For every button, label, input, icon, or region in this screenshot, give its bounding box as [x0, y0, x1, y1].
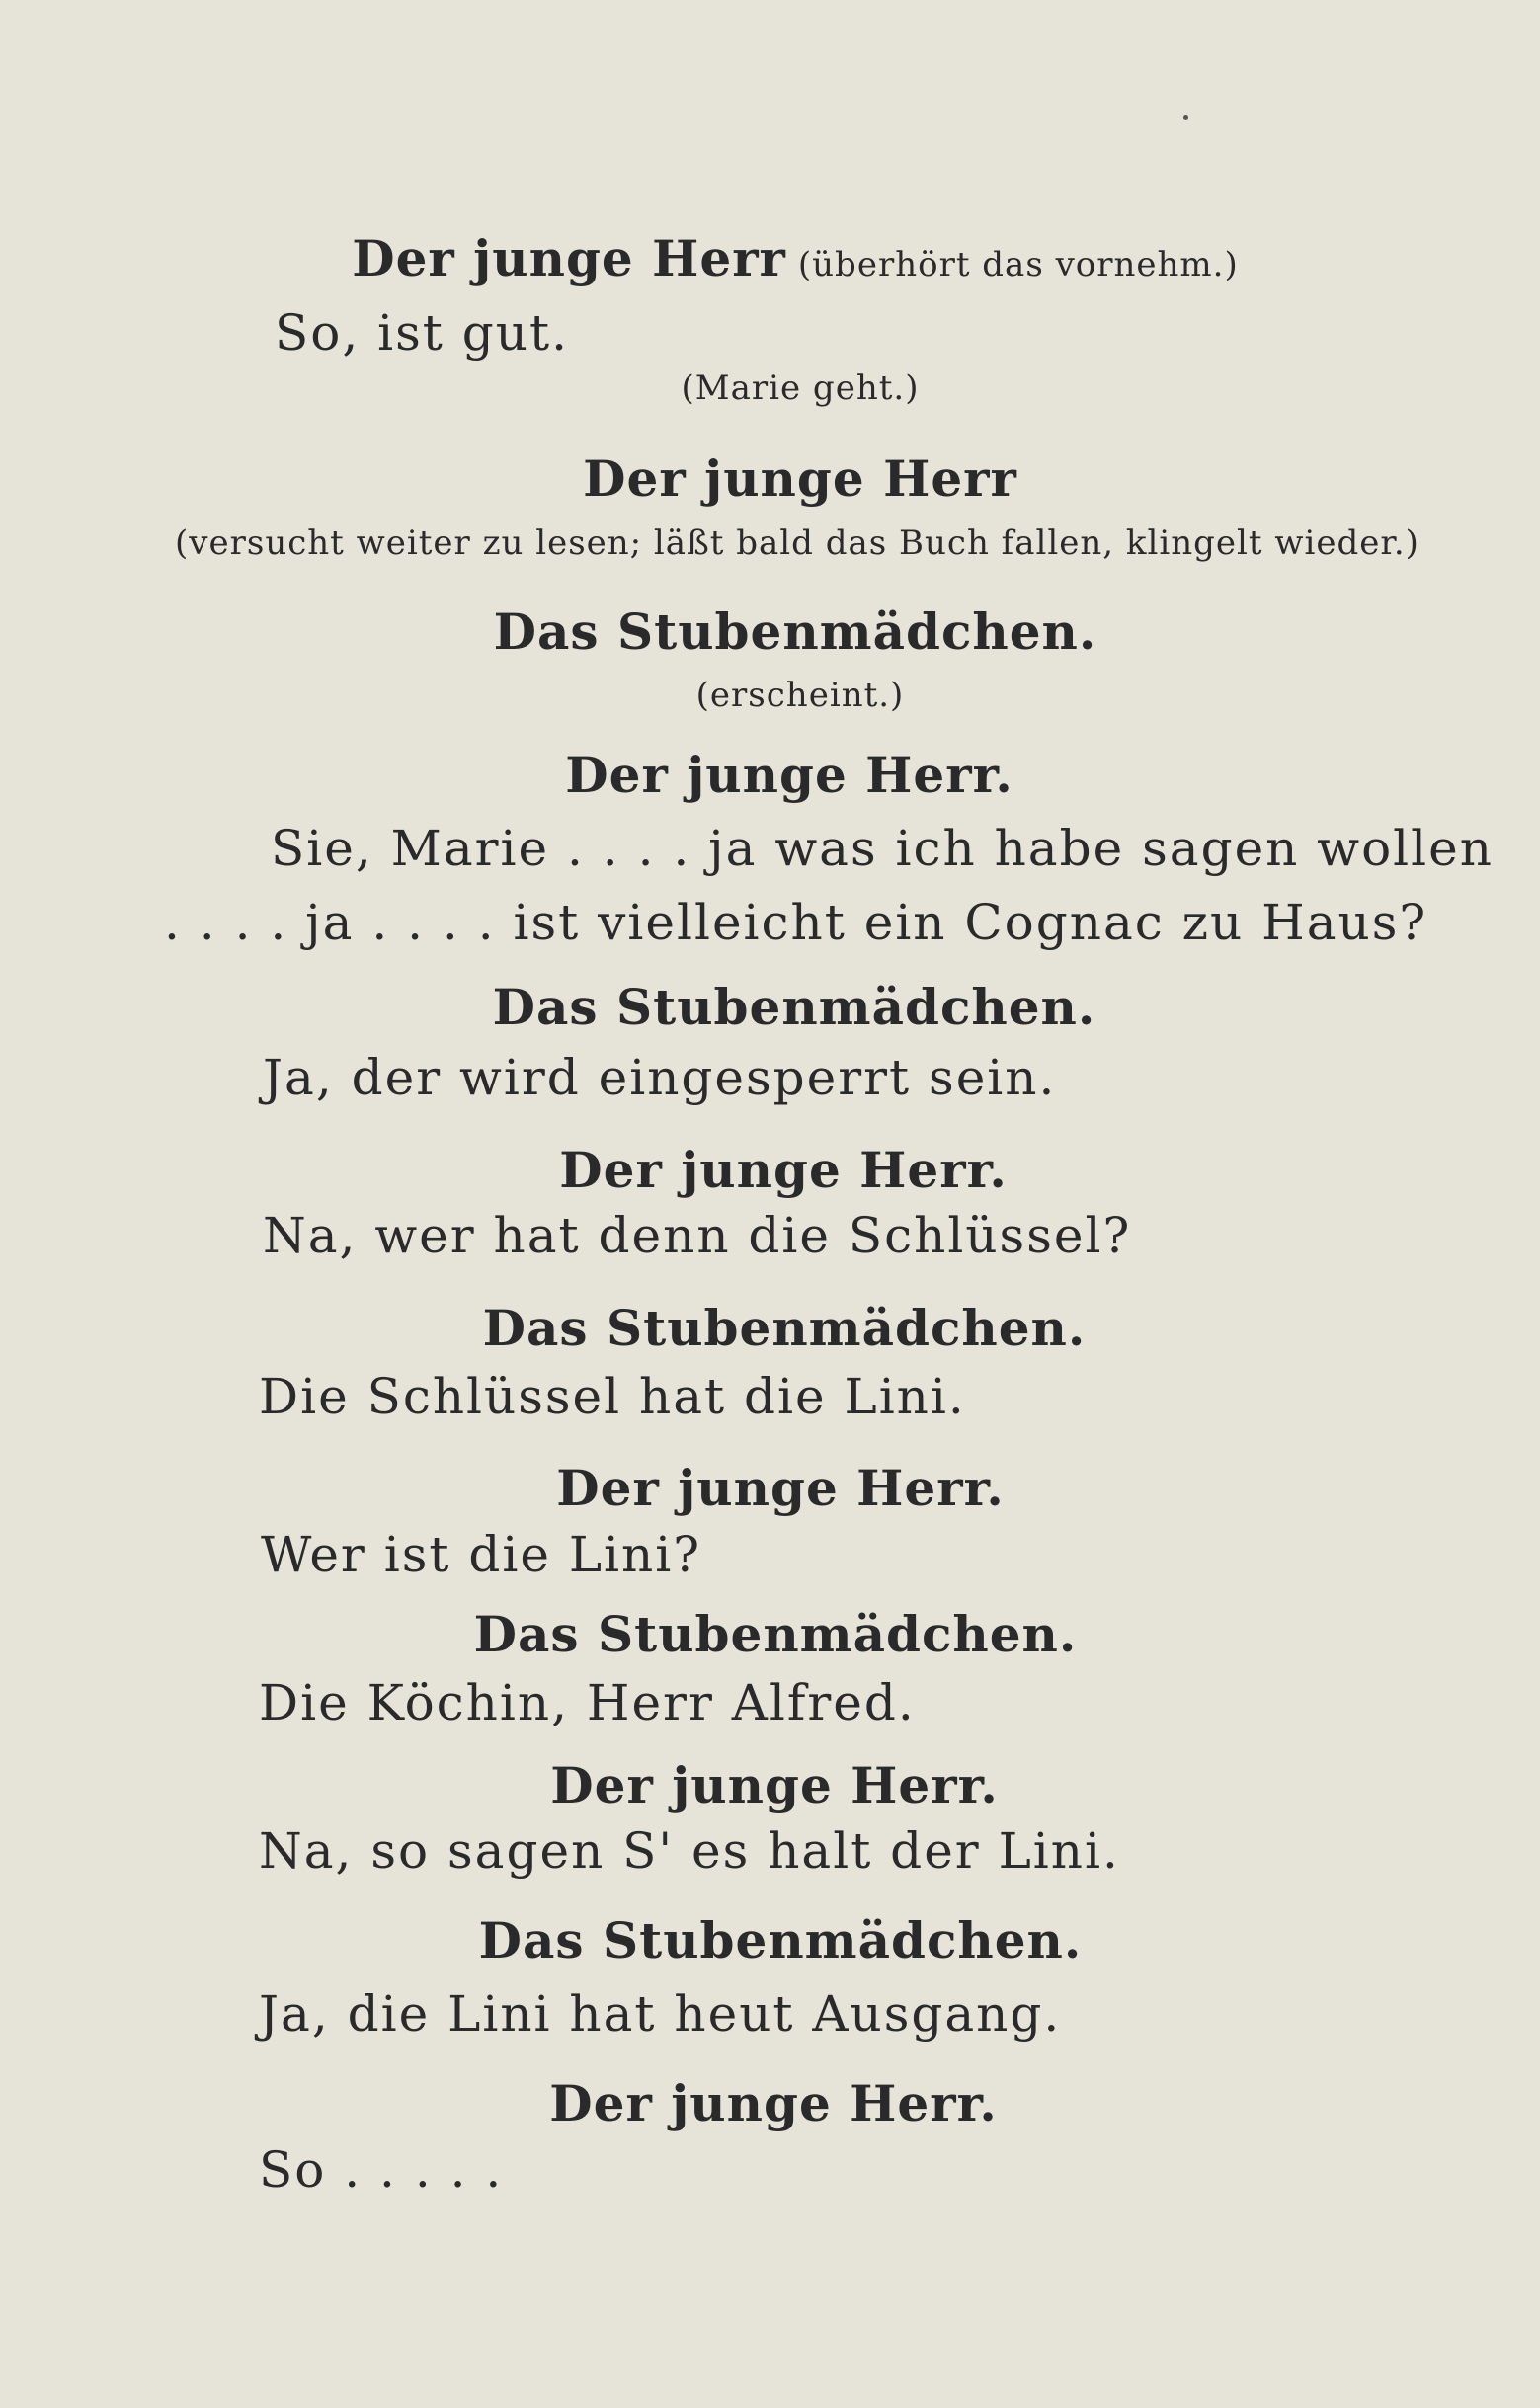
speaker-name: Der junge Herr: [583, 449, 1017, 508]
speech-line: Sie, Marie . . . . ja was ich habe sagen wollen: [271, 820, 1494, 877]
speaker-name: Das Stubenmädchen.: [492, 978, 1096, 1036]
speaker-name: Der junge Herr.: [565, 746, 1013, 804]
speaker-name: Der junge Herr.: [556, 1459, 1005, 1517]
speech-line: . . . . ja . . . . ist vielleicht ein Cognac zu Haus?: [164, 894, 1428, 951]
speech-line: Die Köchin, Herr Alfred.: [259, 1674, 916, 1731]
speech-line: Ja, der wird eingesperrt sein.: [263, 1049, 1057, 1106]
speaker-name: Der junge Herr.: [550, 1756, 999, 1814]
stage-direction: (versucht weiter zu lesen; läßt bald das Buch fallen, klingelt wieder.): [175, 523, 1419, 563]
speaker-label: Der junge Herr: [352, 229, 786, 287]
speech-line: Na, wer hat denn die Schlüssel?: [263, 1207, 1132, 1264]
speech-line: Wer ist die Lini?: [261, 1526, 702, 1583]
speaker-name: Der junge Herr.: [559, 1141, 1008, 1199]
speaker-name: [352, 229, 1238, 287]
paper-speck: [1183, 115, 1188, 120]
speech-line: So, ist gut.: [275, 304, 569, 361]
stage-direction: (erscheint.): [695, 676, 905, 715]
stage-direction: (überhört das vornehm.): [797, 245, 1239, 284]
speaker-name: Das Stubenmädchen.: [493, 602, 1097, 661]
stage-direction: (Marie geht.): [681, 368, 920, 408]
speaker-name: Der junge Herr.: [549, 2074, 998, 2132]
speech-line: Ja, die Lini hat heut Ausgang.: [259, 1985, 1062, 2043]
speaker-name: Das Stubenmädchen.: [473, 1605, 1078, 1663]
speech-line: Die Schlüssel hat die Lini.: [259, 1368, 966, 1425]
speech-line: So . . . . .: [259, 2141, 504, 2199]
speaker-name: Das Stubenmädchen.: [482, 1299, 1087, 1357]
speech-line: Na, so sagen S' es halt der Lini.: [259, 1822, 1120, 1880]
speaker-name: Das Stubenmädchen.: [478, 1911, 1083, 1969]
